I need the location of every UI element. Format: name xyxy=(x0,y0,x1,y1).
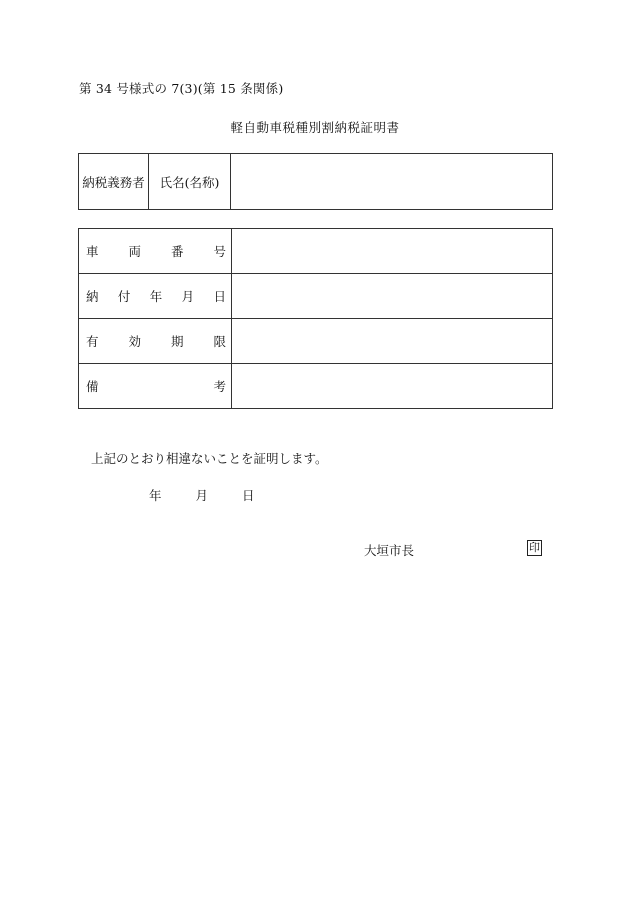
vehicle-detail-table xyxy=(78,228,553,409)
table-row xyxy=(79,319,553,364)
name-label: 氏名(名称) xyxy=(149,154,231,210)
date-year: 年 xyxy=(149,488,162,503)
vehicle-number-label: 車 両 番 号 xyxy=(79,229,232,274)
date-day: 日 xyxy=(241,488,255,503)
date-month: 月 xyxy=(195,488,208,503)
seal-mark: 印 xyxy=(529,541,540,554)
certification-statement: 上記のとおり相違ないことを証明します。 xyxy=(91,451,328,466)
vehicle-number-value xyxy=(232,229,553,274)
payment-date-label: 納 付 年 月 日 xyxy=(79,274,232,319)
validity-period-label: 有 効 期 限 xyxy=(79,319,232,364)
table-row xyxy=(79,229,553,274)
table-row xyxy=(79,364,553,409)
mayor-title: 大垣市長 xyxy=(364,543,415,558)
document-title: 軽自動車税種別割納税証明書 xyxy=(230,120,400,135)
remarks-value xyxy=(232,364,553,409)
taxpayer-label: 納税義務者 xyxy=(79,154,149,210)
table-row xyxy=(79,274,553,319)
certification-date xyxy=(149,486,254,504)
validity-period-value xyxy=(232,319,553,364)
taxpayer-name-value xyxy=(231,154,553,210)
payment-date-value xyxy=(232,274,553,319)
remarks-label: 備 考 xyxy=(79,364,232,409)
taxpayer-table xyxy=(78,153,553,210)
form-number: 第 34 号様式の 7(3)(第 15 条関係) xyxy=(79,81,284,96)
